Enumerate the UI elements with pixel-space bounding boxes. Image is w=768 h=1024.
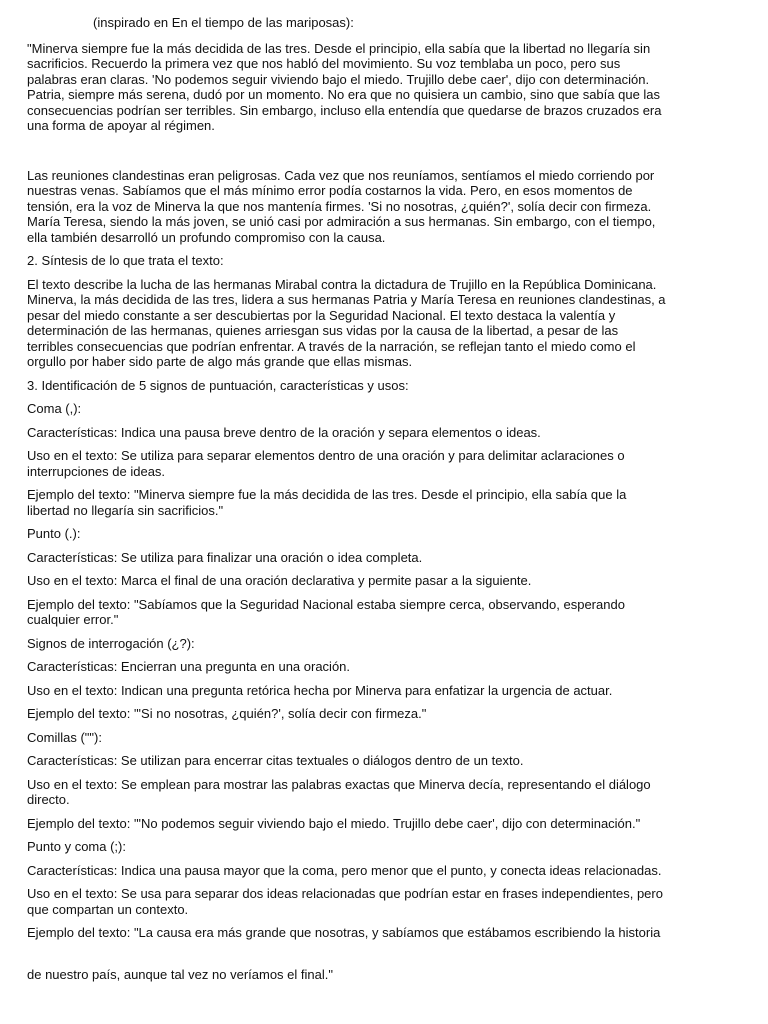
paragraph-story-2: Las reuniones clandestinas eran peligrosas. Cada vez que nos reuníamos, sentíamos el miedo corriendo por nuestras venas. Sabíamos que el más mínimo error podía costarnos la vida. Pero, en esos momentos de tensión, era la voz de Minerva la que nos mantenía firmes. 'Si no nosotras, ¿quién?', solía decir con firmeza. María Teresa, siendo la más joven, se unió casi por admiración a sus hermanas. Sin embargo, con el tiempo, ella también desarrolló un profundo compromiso con la causa. (27, 167, 656, 245)
section-heading-synthesis: 2. Síntesis de lo que trata el texto: (27, 253, 224, 268)
punctuation-semicolon-usage: Uso en el texto: Se usa para separar dos ideas relacionadas que podrían estar en frases independientes, pero que compartan un contexto. (27, 886, 663, 917)
punctuation-comma-title: Coma (,): (27, 401, 82, 416)
section-heading-punctuation: 3. Identificación de 5 signos de puntuación, características y usos: (27, 377, 409, 393)
punctuation-quotes-title: Comillas (""): (27, 729, 102, 745)
punctuation-question-example: Ejemplo del texto: "'Si no nosotras, ¿quién?', solía decir con firmeza." (27, 706, 427, 721)
punctuation-comma-usage: Uso en el texto: Se utiliza para separar elementos dentro de una oración y para delimitar aclaraciones o interrupciones de ideas. (27, 448, 625, 479)
punctuation-comma-example: Ejemplo del texto: "Minerva siempre fue la más decidida de las tres. Desde el principio, ella sabía que la libertad no llegaría sin sacrificios." (27, 487, 627, 518)
punctuation-question-usage: Uso en el texto: Indican una pregunta retórica hecha por Minerva para enfatizar la urgencia de actuar. (27, 682, 613, 698)
punctuation-quotes-usage: Uso en el texto: Se emplean para mostrar las palabras exactas que Minerva decía, representando el diálogo directo. (27, 776, 651, 807)
punctuation-question-features: Características: Encierran una pregunta en una oración. (27, 659, 351, 674)
punctuation-period-title: Punto (.): (27, 526, 81, 541)
punctuation-question-title: Signos de interrogación (¿?): (27, 635, 195, 651)
punctuation-period-example: Ejemplo del texto: "Sabíamos que la Seguridad Nacional estaba siempre cerca, observando, esperando cualquier error." (27, 596, 625, 627)
punctuation-period-features: Características: Se utiliza para finalizar una oración o idea completa. (27, 549, 423, 565)
punctuation-quotes-features: Características: Se utilizan para encerrar citas textuales o diálogos dentro de un texto. (27, 753, 524, 768)
punctuation-period-usage: Uso en el texto: Marca el final de una oración declarativa y permite pasar a la siguiente. (27, 573, 532, 588)
document-subtitle: (inspirado en En el tiempo de las mariposas): (93, 15, 354, 30)
punctuation-semicolon-title: Punto y coma (;): (27, 839, 126, 854)
punctuation-comma-features: Características: Indica una pausa breve dentro de la oración y separa elementos o ideas. (27, 424, 541, 440)
punctuation-quotes-example: Ejemplo del texto: "'No podemos seguir viviendo bajo el miedo. Trujillo debe caer', dijo con determinación." (27, 815, 641, 831)
punctuation-semicolon-example: Ejemplo del texto: "La causa era más grande que nosotras, y sabíamos que estábamos escribiendo la historia (27, 925, 661, 940)
punctuation-semicolon-features: Características: Indica una pausa mayor que la coma, pero menor que el punto, y conecta ideas relacionadas. (27, 862, 662, 878)
paragraph-story-1: "Minerva siempre fue la más decidida de las tres. Desde el principio, ella sabía que la libertad no llegaría sin sacrificios. Recuerdo la primera vez que nos habló del movimiento. Su voz temblaba un poco, pero sus palabras eran claras. 'No podemos seguir viviendo bajo el miedo. Trujillo debe caer', dijo con determinación. Patria, siempre más serena, dudó por un momento. No era que no quisiera un cambio, sino que sabía que las consecuencias podrían ser terribles. Sin embargo, incluso ella entendía que quedarse de brazos cruzados era una forma de apoyar al régimen. (27, 40, 662, 133)
paragraph-synthesis: El texto describe la lucha de las hermanas Mirabal contra la dictadura de Trujillo en la República Dominicana. Minerva, la más decidida de las tres, lidera a sus hermanas Patria y María Teresa en reuniones clandestinas, a pesar del miedo constante a ser descubiertas por la Seguridad Nacional. El texto destaca la valentía y determinación de las hermanas, quienes arriesgan sus vidas por la causa de la libertad, a pesar de las terribles consecuencias que podrían enfrentar. A través de la narración, se reflejan tanto el miedo como el orgullo por haber sido parte de algo más grande que ellas mismas. (27, 276, 666, 369)
punctuation-semicolon-example-continued: de nuestro país, aunque tal vez no veríamos el final." (27, 966, 333, 982)
document-page (27, 15, 667, 990)
